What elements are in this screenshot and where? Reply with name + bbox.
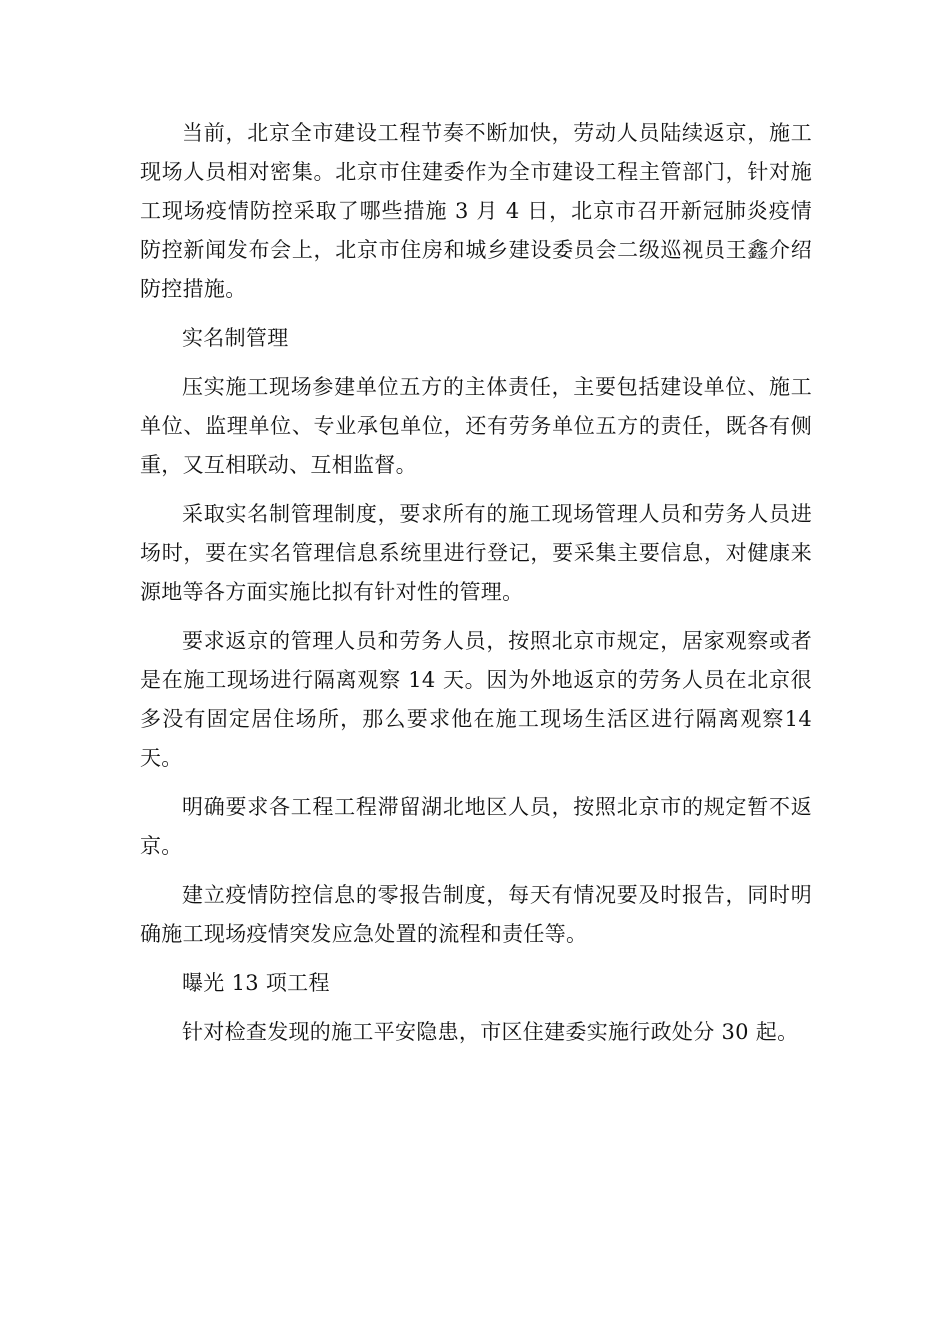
paragraph-quarantine: 要求返京的管理人员和劳务人员，按照北京市规定，居家观察或者是在施工现场进行隔离观察 14 天。因为外地返京的劳务人员在北京很多没有固定居住场所，那么要求他在施工现场生活区进行隔离观察14 天。 — [140, 629, 812, 770]
paragraph-penalties: 针对检查发现的施工平安隐患，市区住建委实施行政处分 30 起。 — [182, 1020, 799, 1044]
intro-paragraph: 当前，北京全市建设工程节奏不断加快，劳动人员陆续返京，施工现场人员相对密集。北京市住建委作为全市建设工程主管部门，针对施工现场疫情防控采取了哪些措施 3 月 4 日，北京市召开新冠肺炎疫情防控新闻发布会上，北京市住房和城乡建设委员会二级巡视员王鑫介绍防控措施。 — [140, 121, 812, 301]
paragraph-zero-report: 建立疫情防控信息的零报告制度，每天有情况要及时报告，同时明确施工现场疫情突发应急处置的流程和责任等。 — [140, 883, 812, 946]
section-heading-real-name: 实名制管理 — [182, 326, 289, 350]
paragraph-hubei: 明确要求各工程工程滞留湖北地区人员，按照北京市的规定暂不返京。 — [140, 795, 812, 858]
document-page — [140, 114, 812, 1062]
paragraph-real-name-system: 采取实名制管理制度，要求所有的施工现场管理人员和劳务人员进场时，要在实名管理信息系统里进行登记，要采集主要信息，对健康来源地等各方面实施比拟有针对性的管理。 — [140, 502, 812, 604]
paragraph-responsibility: 压实施工现场参建单位五方的主体责任，主要包括建设单位、施工单位、监理单位、专业承包单位，还有劳务单位五方的责任，既各有侧重，又互相联动、互相监督。 — [140, 375, 812, 477]
section-heading-exposure: 曝光 13 项工程 — [182, 971, 330, 995]
